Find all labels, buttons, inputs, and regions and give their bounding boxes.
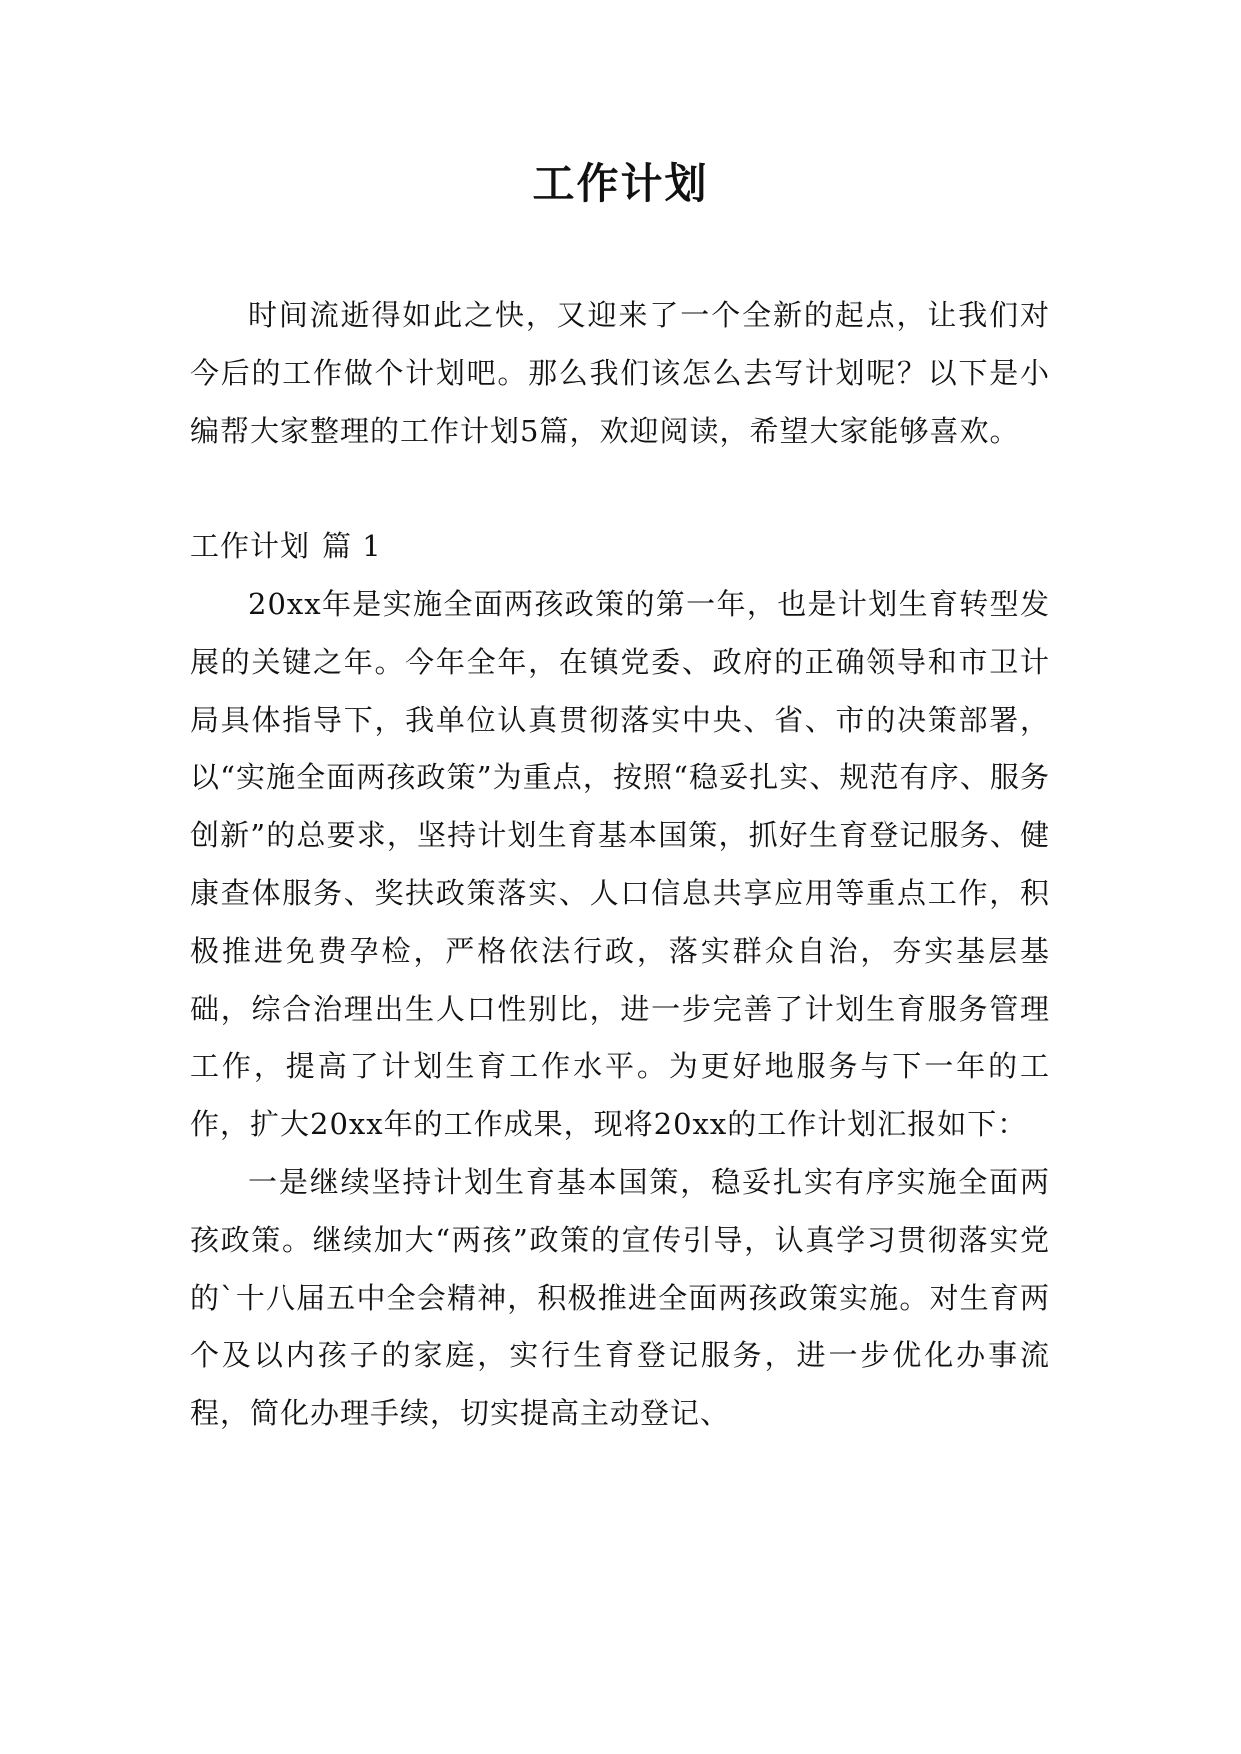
document-body: [190, 287, 1050, 1443]
section-heading-name: 工作计划: [190, 529, 311, 564]
section-heading: [190, 518, 1050, 576]
document-title: 工作计划: [532, 159, 709, 208]
section-heading-number: 篇 1: [322, 529, 382, 564]
section-paragraph-2: 一是继续坚持计划生育基本国策，稳妥扎实有序实施全面两孩政策。继续加大“两孩”政策的宣传引导，认真学习贯彻落实党的`十八届五中全会精神，积极推进全面两孩政策实施。对生育两个及以内孩子的家庭，实行生育登记服务，进一步优化办事流程，简化办理手续，切实提高主动登记、: [190, 1164, 1050, 1431]
intro-paragraph: 时间流逝得如此之快，又迎来了一个全新的起点，让我们对今后的工作做个计划吧。那么我们该怎么去写计划呢？以下是小编帮大家整理的工作计划5篇，欢迎阅读，希望大家能够喜欢。: [190, 298, 1050, 448]
section-paragraph-1: 20xx年是实施全面两孩政策的第一年，也是计划生育转型发展的关键之年。今年全年，在镇党委、政府的正确领导和市卫计局具体指导下，我单位认真贯彻落实中央、省、市的决策部署，以“实施全面两孩政策”为重点，按照“稳妥扎实、规范有序、服务创新”的总要求，坚持计划生育基本国策，抓好生育登记服务、健康查体服务、奖扶政策落实、人口信息共享应用等重点工作，积极推进免费孕检，严格依法行政，落实群众自治，夯实基层基础，综合治理出生人口性别比，进一步完善了计划生育服务管理工作，提高了计划生育工作水平。为更好地服务与下一年的工作，扩大20xx年的工作成果，现将20xx的工作计划汇报如下：: [190, 586, 1050, 1142]
